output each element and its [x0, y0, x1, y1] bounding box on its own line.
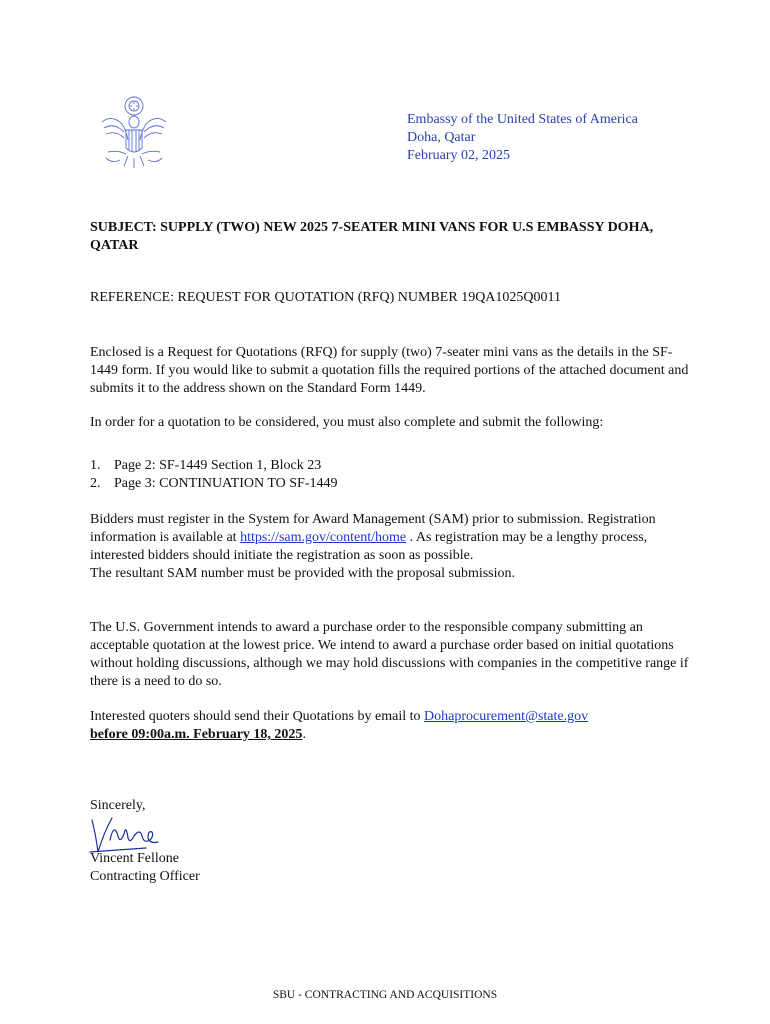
sam-text-after: . As registration may be a lengthy process, interested bidders should initiate the registration as soon as possible. — [90, 530, 648, 563]
procurement-email-link[interactable]: Dohaprocurement@state.gov — [424, 709, 589, 724]
list-item — [90, 457, 690, 475]
requirements-list — [90, 457, 690, 493]
sam-number-note: The resultant SAM number must be provided with the proposal submission. — [90, 566, 516, 581]
award-paragraph: The U.S. Government intends to award a purchase order to the responsible company submitting an acceptable quotation at the lowest price. We intend to award a purchase order based on initial quotations without holding discussions, although we may hold discussions with companies in the competitive range if there is a need to do so. — [90, 620, 689, 689]
reference-line: REFERENCE: REQUEST FOR QUOTATION (RFQ) NUMBER 19QA1025Q0011 — [90, 290, 562, 305]
list-item — [90, 475, 690, 493]
deadline-text: before 09:00a.m. February 18, 2025 — [90, 727, 303, 742]
page-footer: SBU - CONTRACTING AND ACQUISITIONS — [272, 989, 498, 1001]
embassy-location: Doha, Qatar — [407, 130, 476, 145]
list-number: 1. — [90, 458, 101, 473]
signer-name: Vincent Fellone — [90, 851, 179, 866]
sam-text-before: Bidders must register in the System for Award Management (SAM) prior to submission. Registration information is available at — [90, 512, 656, 545]
intro-paragraph: Enclosed is a Request for Quotations (RFQ) for supply (two) 7-seater mini vans as the details in the SF-1449 form. If you would like to submit a quotation fills the required portions of the attached document and submits it to the address shown on the Standard Form 1449. — [90, 345, 689, 396]
deadline-period: . — [302, 727, 306, 742]
letter-date: February 02, 2025 — [407, 148, 511, 163]
letterhead — [407, 111, 638, 165]
sam-link[interactable]: https://sam.gov/content/home — [240, 530, 407, 545]
great-seal-icon — [98, 94, 170, 174]
subject-line: SUBJECT: SUPPLY (TWO) NEW 2025 7-SEATER MINI VANS FOR U.S EMBASSY DOHA, QATAR — [90, 220, 654, 253]
closing-salutation: Sincerely, — [90, 798, 146, 813]
requirements-intro: In order for a quotation to be considered, you must also complete and submit the following: — [90, 415, 604, 430]
signer-block — [90, 850, 690, 886]
submission-paragraph — [90, 708, 690, 744]
list-text: Page 3: CONTINUATION TO SF-1449 — [114, 476, 338, 491]
list-text: Page 2: SF-1449 Section 1, Block 23 — [114, 458, 322, 473]
submission-text: Interested quoters should send their Quotations by email to — [90, 709, 424, 724]
list-number: 2. — [90, 476, 101, 491]
embassy-name: Embassy of the United States of America — [407, 112, 638, 127]
signer-title: Contracting Officer — [90, 869, 200, 884]
sam-registration-paragraph — [90, 511, 690, 583]
